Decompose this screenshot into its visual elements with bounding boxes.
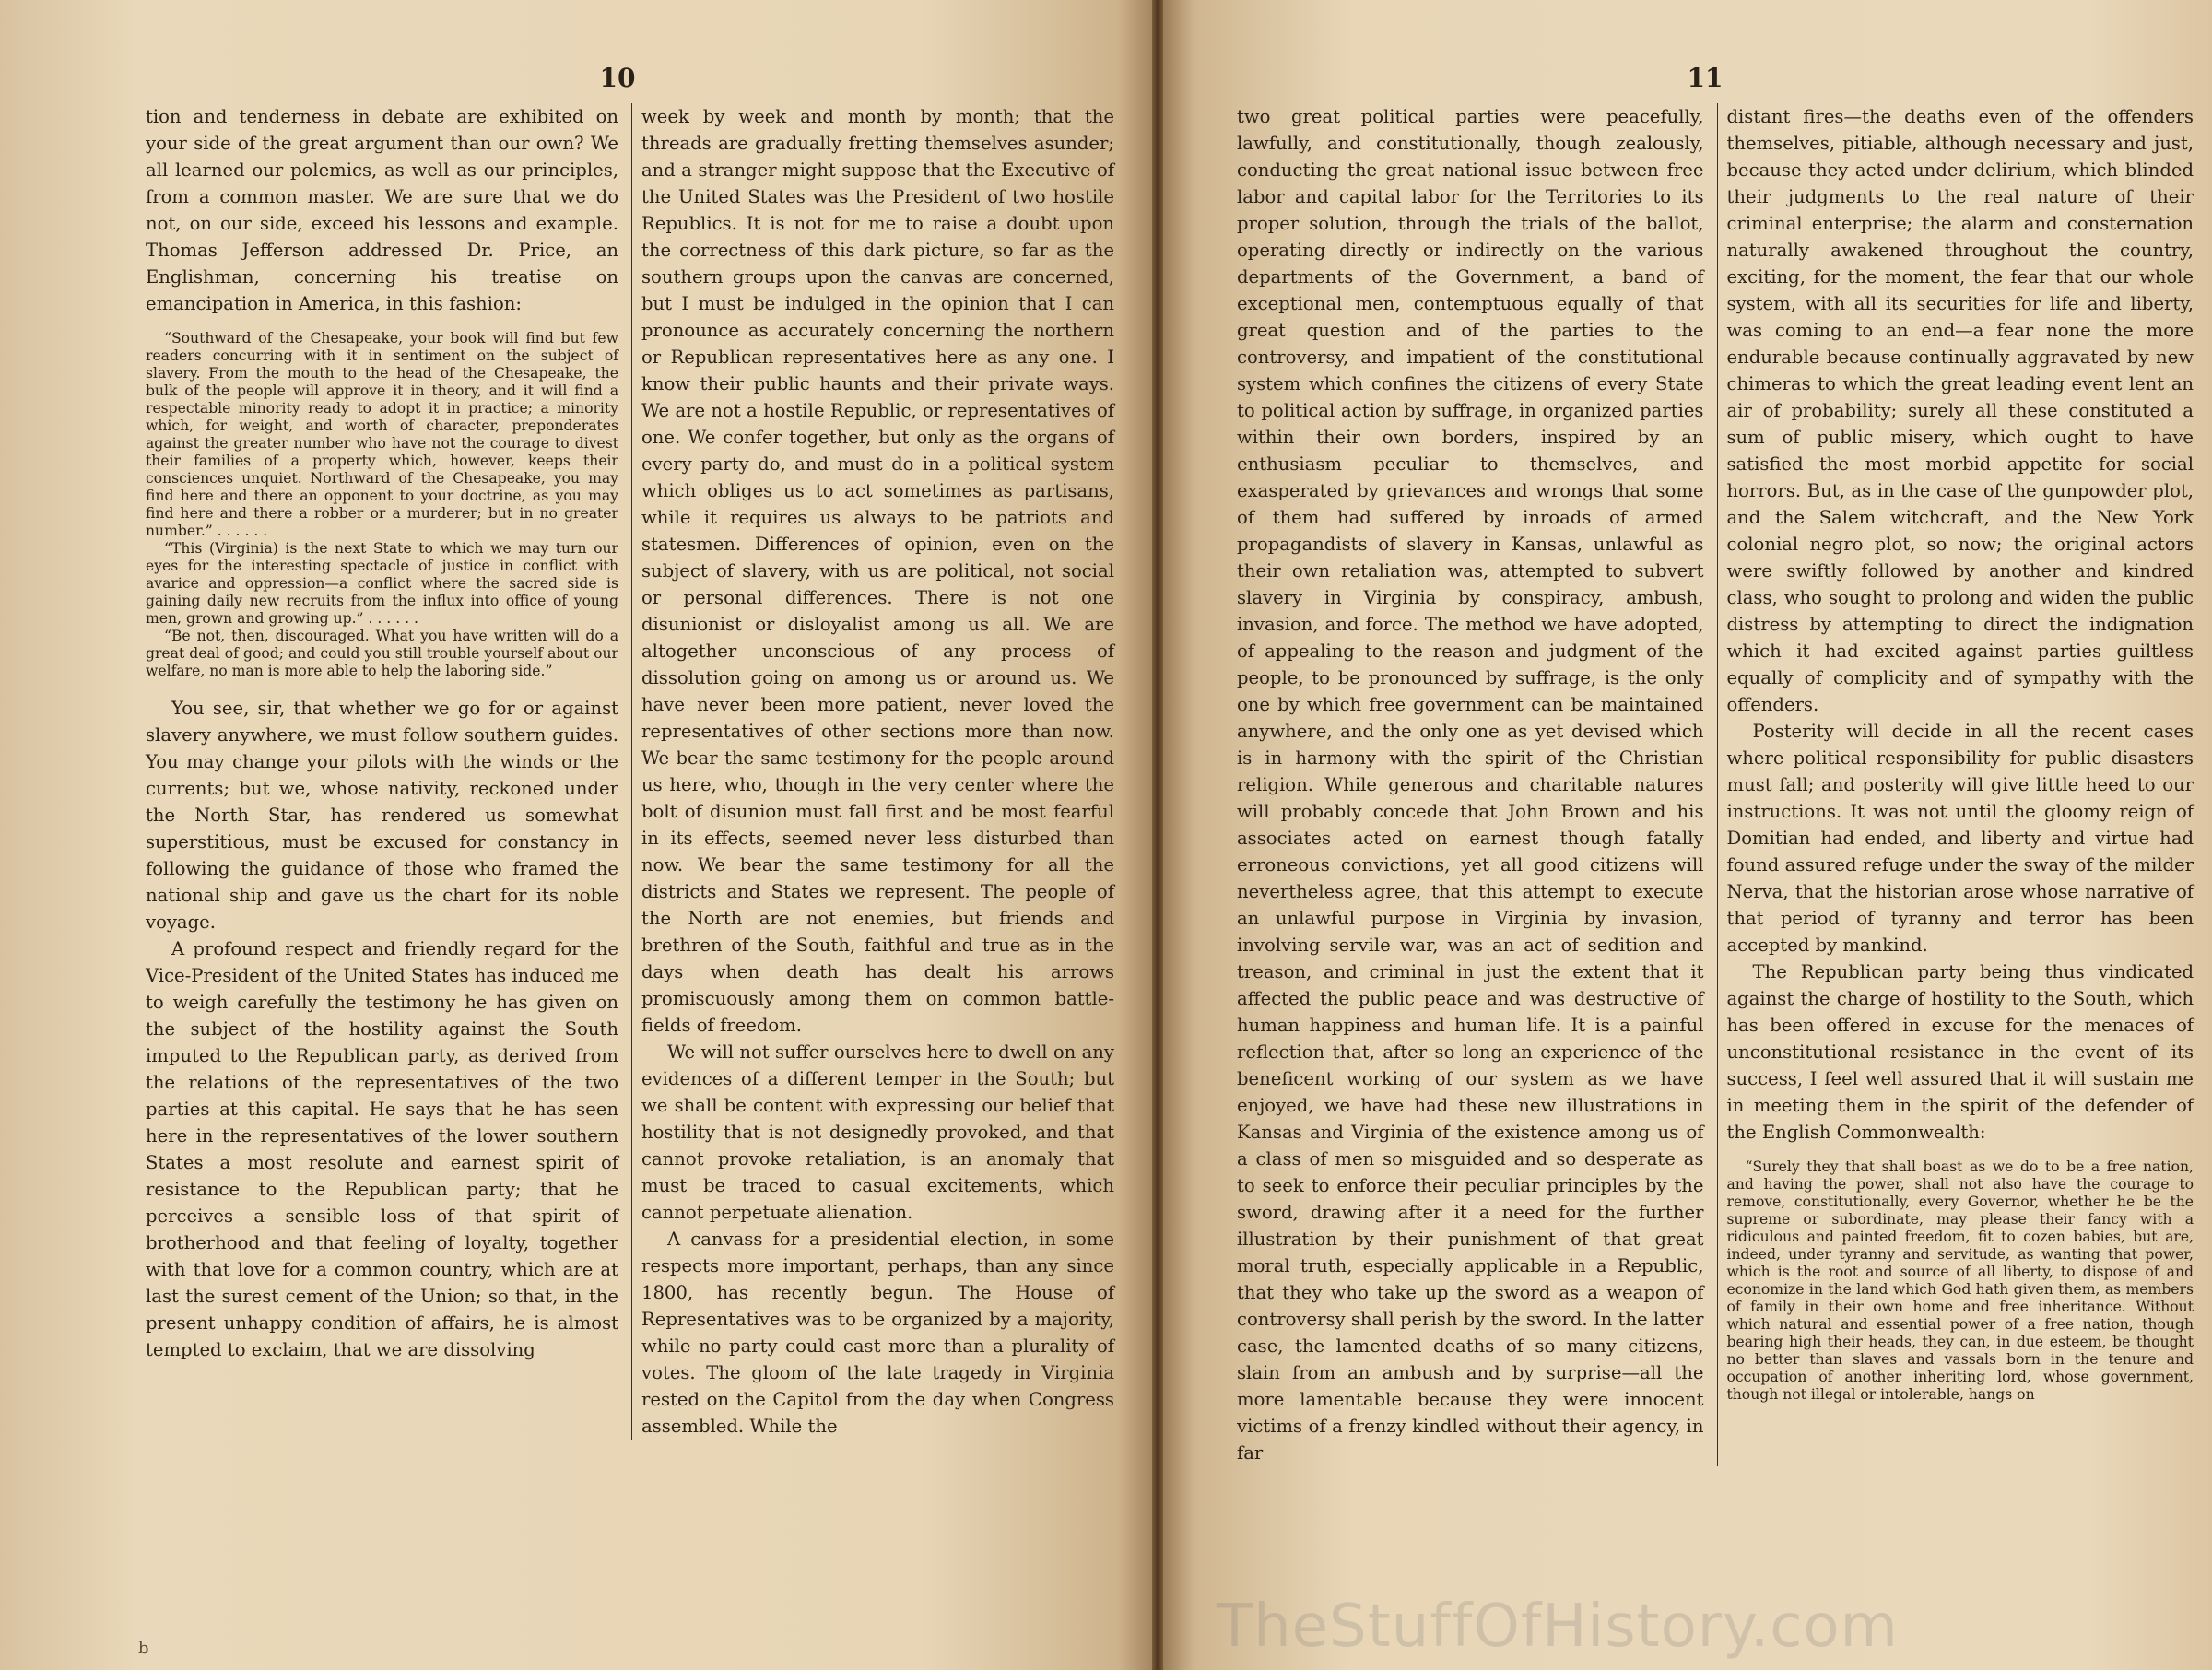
quote-paragraph: “This (Virginia) is the next State to which we may turn our eyes for the interesting spectacle of justice in conflict with avarice and oppression—a conflict where the sacred side is gaining daily new recruits from the influx into office of young men, grown and growing up.” . . . . . . <box>146 540 618 627</box>
paragraph: We will not suffer ourselves here to dwell on any evidences of a different temper in the South; but we shall be content with expressing our belief that hostility that is not designedly provoked, and that cannot provoke retaliation, is an anomaly that must be traced to casual excitements, which cannot perpetuate alienation. <box>641 1041 1114 1223</box>
block-quote <box>146 330 618 680</box>
paragraph: tion and tenderness in debate are exhibited on your side of the great argument than our own? We all learned our polemics, as well as our principles, from a common master. We are sure that we do not, on our side, exceed his lessons and example. Thomas Jefferson addressed Dr. Price, an Englishman, concerning his treatise on emancipation in America, in this fashion: <box>146 106 618 314</box>
corner-mark: b <box>138 1639 149 1658</box>
right-column-2 <box>1717 103 2194 1466</box>
left-columns <box>146 103 1115 1440</box>
paragraph: A canvass for a presidential election, in some respects more important, perhaps, than any since 1800, has recently begun. The House of Representatives was to be organized by a majority, while no party could cast more than a plurality of votes. The gloom of the late tragedy in Virginia rested on the Capitol from the day when Congress assembled. While the <box>641 1229 1114 1437</box>
paragraph: A profound respect and friendly regard for the Vice-President of the United States has induced me to weigh carefully the testimony he has given on the subject of the hostility against the South imputed to the Republican party, as derived from the relations of the representatives of the two parties at this capital. He says that he has seen here in the representatives of the lower southern States a most resolute and earnest spirit of resistance to the Republican party; that he perceives a sensible loss of that spirit of brotherhood and that feeling of loyalty, together with that love for a common country, which are at last the surest cement of the Union; so that, in the present unhappy condition of affairs, he is almost tempted to exclaim, that we are dissolving <box>146 938 618 1360</box>
paragraph: two great political parties were peacefully, lawfully, and constitutionally, though zealously, conducting the great national issue between free labor and capital labor for the Territories to its proper solution, through the trials of the ballot, operating directly or indirectly on the various departments of the Government, a band of exceptional men, contemptuous equally of that great question and of the parties to the controversy, and impatient of the constitutional system which confines the citizens of every State to political action by suffrage, in organized parties within their own borders, inspired by an enthusiasm peculiar to themselves, and exasperated by grievances and wrongs that some of them had suffered by inroads of armed propagandists of slavery in Kansas, unlawful as their own retaliation was, attempted to subvert slavery in Virginia by conspiracy, ambush, invasion, and force. The method we have adopted, of appealing to the reason and judgment of the people, to be pronounced by suffrage, is the only one by which free government can be maintained anywhere, and the only one as yet devised which is in harmony with the spirit of the Christian religion. While generous and charitable natures will probably concede that John Brown and his associates acted on earnest though fatally erroneous convictions, yet all good citizens will nevertheless agree, that this attempt to execute an unlawful purpose in Virginia by invasion, involving servile war, was an act of sedition and treason, and criminal in just the extent that it affected the public peace and was destructive of human happiness and human life. It is a painful reflection that, after so long an experience of the beneficent working of our system as we have enjoyed, we have had these new illustrations in Kansas and Virginia of the existence among us of a class of men so misguided and so desperate as to seek to enforce their peculiar principles by the sword, drawing after it a need for the further illustration by their punishment of that great moral truth, especially applicable in a Republic, that they who take up the sword as a weapon of controversy shall perish by the sword. In the latter case, the lamented deaths of so many citizens, slain from an ambush and by surprise—all the more lamentable because they were innocent victims of a frenzy kindled without their agency, in far <box>1237 106 1704 1464</box>
paragraph: week by week and month by month; that the threads are gradually fretting themselves asunder; and a stranger might suppose that the Executive of the United States was the President of two hostile Republics. It is not for me to raise a doubt upon the correctness of this dark picture, so far as the southern groups upon the canvas are concerned, but I must be indulged in the opinion that I can pronounce as accurately concerning the northern or Republican representatives here as any one. I know their public haunts and their private ways. We are not a hostile Republic, or representatives of one. We confer together, but only as the organs of every party do, and must do in a political system which obliges us to act sometimes as partisans, while it requires us always to be patriots and statesmen. Differences of opinion, even on the subject of slavery, with us are political, not social or personal differences. There is not one disunionist or disloyalist among us all. We are altogether unconscious of any process of dissolution going on among us or around us. We have never been more patient, never loved the representatives of other sections more than now. We bear the same testimony for the people around us here, who, though in the very center where the bolt of disunion must fall first and be most fearful in its effects, seemed never less disturbed than now. We bear the same testimony for all the districts and States we represent. The people of the North are not enemies, but friends and brethren of the South, faithful and true as in the days when death has dealt his arrows promiscuously among them on common battle-fields of freedom. <box>641 106 1114 1036</box>
watermark: TheStuffOfHistory.com <box>1217 1593 1899 1661</box>
page-number-right: 11 <box>1687 63 1724 93</box>
paragraph: You see, sir, that whether we go for or against slavery anywhere, we must follow southern guides. You may change your pilots with the winds or the currents; but we, whose nativity, reckoned under the North Star, has rendered us somewhat superstitious, must be excused for constancy in following the guidance of those who framed the national ship and gave us the chart for its noble voyage. <box>146 698 618 933</box>
block-quote <box>1727 1158 2194 1404</box>
left-column-1 <box>146 103 618 1440</box>
page-number-left: 10 <box>599 63 636 93</box>
right-columns <box>1237 103 2194 1466</box>
paragraph: distant fires—the deaths even of the offenders themselves, pitiable, although necessary and just, because they acted under delirium, which blinded their judgments to the real nature of their criminal enterprise; the alarm and consternation naturally awakened throughout the country, exciting, for the moment, the fear that our whole system, with all its securities for life and liberty, was coming to an end—a fear none the more endurable because continually aggravated by new chimeras to which the great leading event lent an air of probability; surely all these constituted a sum of public misery, which ought to have satisfied the most morbid appetite for social horrors. But, as in the case of the gunpowder plot, and the Salem witchcraft, and the New York colonial negro plot, so now; the original actors were swiftly followed by another and kindred class, who sought to prolong and widen the public distress by attempting to direct the indignation which it had excited against parties guiltless equally of complicity and of sympathy with the offenders. <box>1726 106 2194 715</box>
right-column-1 <box>1237 103 1704 1466</box>
quote-paragraph: “Be not, then, discouraged. What you have written will do a great deal of good; and could you still trouble yourself about our welfare, no man is more able to help the laboring side.” <box>146 628 618 679</box>
book-gutter <box>1152 0 1163 1670</box>
quote-paragraph: “Southward of the Chesapeake, your book will find but few readers concurring with it in sentiment on the subject of slavery. From the mouth to the head of the Chesapeake, the bulk of the people will approve it in theory, and it will find a respectable minority ready to adopt it in practice; a minority which, for weight, and worth of character, preponderates against the greater number who have not the courage to divest their families of a property which, however, keeps their consciences unquiet. Northward of the Chesapeake, you may find here and there an opponent to your doctrine, as you may find here and there a robber or a murderer; but in no greater number.” . . . . . . <box>146 330 618 539</box>
paragraph: The Republican party being thus vindicated against the charge of hostility to the South, which has been offered in excuse for the menaces of unconstitutional resistance in the event of its success, I feel well assured that it will sustain me in meeting them in the spirit of the defender of the English Commonwealth: <box>1726 961 2194 1143</box>
quote-paragraph: “Surely they that shall boast as we do to be a free nation, and having the power, shall not also have the courage to remove, constitutionally, every Governor, whether he be the supreme or subordinate, may please their fancy with a ridiculous and painted freedom, fit to cozen babies, but are, indeed, under tyranny and servitude, as wanting that power, which is the root and source of all liberty, to dispose of and economize in the land which God hath given them, as members of family in their own home and free inheritance. Without which natural and essential power of a free nation, though bearing high their heads, they can, in due esteem, be thought no better than slaves and vassals born in the tenure and occupation of another inheriting lord, whose government, though not illegal or intolerable, hangs on <box>1726 1158 2194 1403</box>
left-column-2 <box>631 103 1114 1440</box>
paragraph: Posterity will decide in all the recent cases where political responsibility for public disasters must fall; and posterity will give little heed to our instructions. It was not until the gloomy reign of Domitian had ended, and liberty and virtue had found assured refuge under the sway of the milder Nerva, that the historian arose whose narrative of that period of tyranny and terror has been accepted by mankind. <box>1726 721 2194 956</box>
right-page <box>1163 0 2212 1670</box>
